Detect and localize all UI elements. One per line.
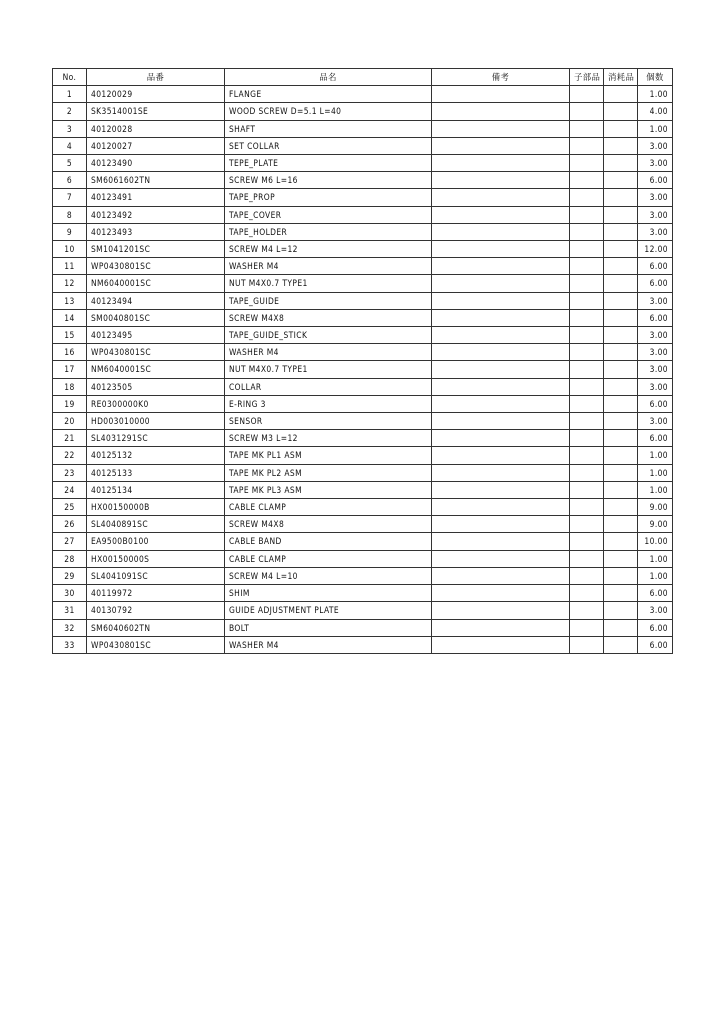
cell-part-number: 40120029 (87, 86, 225, 103)
table-row (53, 172, 673, 189)
table-row (53, 275, 673, 292)
cell-part-number: NM6040001SC (87, 361, 225, 378)
table-row (53, 447, 673, 464)
cell-no: 19 (53, 395, 87, 412)
cell-quantity: 3.00 (638, 327, 673, 344)
cell-sub-part (570, 309, 604, 326)
cell-part-name: BOLT (225, 619, 432, 636)
table-row (53, 395, 673, 412)
cell-sub-part (570, 223, 604, 240)
cell-part-name: CABLE BAND (225, 533, 432, 550)
cell-sub-part (570, 481, 604, 498)
cell-part-name: SCREW M3 L=12 (225, 430, 432, 447)
cell-quantity: 6.00 (638, 619, 673, 636)
cell-part-number: HD003010000 (87, 413, 225, 430)
cell-part-number: 40125132 (87, 447, 225, 464)
cell-consumable (604, 309, 638, 326)
table-row (53, 292, 673, 309)
cell-quantity: 12.00 (638, 241, 673, 258)
cell-part-number: WP0430801SC (87, 258, 225, 275)
cell-quantity: 1.00 (638, 464, 673, 481)
cell-consumable (604, 137, 638, 154)
cell-consumable (604, 413, 638, 430)
cell-no: 3 (53, 120, 87, 137)
cell-quantity: 1.00 (638, 481, 673, 498)
cell-part-name: TAPE MK PL2 ASM (225, 464, 432, 481)
cell-part-name: GUIDE ADJUSTMENT PLATE (225, 602, 432, 619)
header-no: No. (53, 69, 87, 86)
cell-sub-part (570, 413, 604, 430)
cell-consumable (604, 585, 638, 602)
table-row (53, 619, 673, 636)
cell-part-name: SHAFT (225, 120, 432, 137)
cell-part-number: WP0430801SC (87, 636, 225, 653)
cell-remarks (432, 258, 570, 275)
header-part-number: 品番 (87, 69, 225, 86)
cell-part-name: TAPE MK PL1 ASM (225, 447, 432, 464)
table-row (53, 481, 673, 498)
cell-consumable (604, 567, 638, 584)
cell-sub-part (570, 241, 604, 258)
cell-part-name: SCREW M4 L=12 (225, 241, 432, 258)
cell-part-name: TAPE_GUIDE (225, 292, 432, 309)
cell-part-number: WP0430801SC (87, 344, 225, 361)
cell-no: 25 (53, 499, 87, 516)
cell-part-name: TAPE MK PL3 ASM (225, 481, 432, 498)
cell-no: 23 (53, 464, 87, 481)
cell-part-name: SCREW M4X8 (225, 309, 432, 326)
cell-no: 6 (53, 172, 87, 189)
cell-part-name: TAPE_COVER (225, 206, 432, 223)
parts-table (52, 68, 673, 654)
cell-no: 32 (53, 619, 87, 636)
cell-part-name: SCREW M4 L=10 (225, 567, 432, 584)
cell-sub-part (570, 137, 604, 154)
cell-remarks (432, 327, 570, 344)
cell-quantity: 6.00 (638, 172, 673, 189)
cell-sub-part (570, 361, 604, 378)
header-remarks: 備考 (432, 69, 570, 86)
cell-no: 4 (53, 137, 87, 154)
cell-no: 30 (53, 585, 87, 602)
cell-consumable (604, 636, 638, 653)
cell-part-number: 40125134 (87, 481, 225, 498)
cell-part-number: SM6040602TN (87, 619, 225, 636)
header-consumable: 消耗品 (604, 69, 638, 86)
table-row (53, 430, 673, 447)
cell-remarks (432, 636, 570, 653)
cell-part-name: SET COLLAR (225, 137, 432, 154)
cell-consumable (604, 86, 638, 103)
table-row (53, 309, 673, 326)
cell-quantity: 6.00 (638, 395, 673, 412)
cell-part-name: CABLE CLAMP (225, 499, 432, 516)
cell-part-name: TEPE_PLATE (225, 155, 432, 172)
cell-no: 24 (53, 481, 87, 498)
cell-consumable (604, 189, 638, 206)
cell-consumable (604, 241, 638, 258)
cell-part-name: WOOD SCREW D=5.1 L=40 (225, 103, 432, 120)
cell-part-name: WASHER M4 (225, 258, 432, 275)
cell-part-number: SL4031291SC (87, 430, 225, 447)
cell-remarks (432, 206, 570, 223)
cell-remarks (432, 378, 570, 395)
cell-sub-part (570, 447, 604, 464)
parts-list-sheet (52, 68, 672, 654)
cell-consumable (604, 120, 638, 137)
cell-sub-part (570, 172, 604, 189)
cell-part-number: SL4041091SC (87, 567, 225, 584)
cell-quantity: 1.00 (638, 120, 673, 137)
cell-quantity: 9.00 (638, 499, 673, 516)
cell-consumable (604, 533, 638, 550)
table-row (53, 258, 673, 275)
cell-sub-part (570, 430, 604, 447)
cell-no: 31 (53, 602, 87, 619)
cell-quantity: 6.00 (638, 258, 673, 275)
cell-sub-part (570, 550, 604, 567)
cell-consumable (604, 499, 638, 516)
table-row (53, 120, 673, 137)
cell-sub-part (570, 258, 604, 275)
cell-remarks (432, 619, 570, 636)
cell-quantity: 1.00 (638, 550, 673, 567)
cell-part-name: WASHER M4 (225, 636, 432, 653)
cell-part-number: SM0040801SC (87, 309, 225, 326)
cell-part-number: 40119972 (87, 585, 225, 602)
cell-remarks (432, 567, 570, 584)
cell-consumable (604, 344, 638, 361)
cell-quantity: 3.00 (638, 344, 673, 361)
table-row (53, 327, 673, 344)
table-row (53, 378, 673, 395)
table-row (53, 189, 673, 206)
cell-quantity: 6.00 (638, 275, 673, 292)
table-row (53, 241, 673, 258)
header-part-name: 品名 (225, 69, 432, 86)
cell-no: 18 (53, 378, 87, 395)
cell-quantity: 3.00 (638, 155, 673, 172)
cell-part-name: FLANGE (225, 86, 432, 103)
table-row (53, 464, 673, 481)
cell-quantity: 3.00 (638, 602, 673, 619)
cell-part-number: 40120028 (87, 120, 225, 137)
cell-consumable (604, 550, 638, 567)
cell-sub-part (570, 533, 604, 550)
cell-remarks (432, 155, 570, 172)
cell-remarks (432, 189, 570, 206)
cell-remarks (432, 533, 570, 550)
cell-part-number: 40123495 (87, 327, 225, 344)
cell-remarks (432, 585, 570, 602)
cell-part-number: 40123492 (87, 206, 225, 223)
cell-part-number: SL4040891SC (87, 516, 225, 533)
cell-part-number: SM1041201SC (87, 241, 225, 258)
table-row (53, 344, 673, 361)
table-row (53, 206, 673, 223)
cell-no: 21 (53, 430, 87, 447)
cell-no: 12 (53, 275, 87, 292)
table-row (53, 585, 673, 602)
cell-sub-part (570, 395, 604, 412)
cell-consumable (604, 481, 638, 498)
cell-part-number: 40123493 (87, 223, 225, 240)
cell-no: 10 (53, 241, 87, 258)
cell-consumable (604, 223, 638, 240)
cell-remarks (432, 499, 570, 516)
cell-no: 22 (53, 447, 87, 464)
cell-no: 11 (53, 258, 87, 275)
cell-consumable (604, 327, 638, 344)
cell-no: 7 (53, 189, 87, 206)
cell-sub-part (570, 344, 604, 361)
cell-quantity: 1.00 (638, 86, 673, 103)
cell-part-name: TAPE_HOLDER (225, 223, 432, 240)
cell-part-name: SCREW M6 L=16 (225, 172, 432, 189)
header-quantity: 個数 (638, 69, 673, 86)
cell-remarks (432, 292, 570, 309)
cell-part-number: NM6040001SC (87, 275, 225, 292)
cell-part-name: TAPE_GUIDE_STICK (225, 327, 432, 344)
cell-no: 9 (53, 223, 87, 240)
cell-quantity: 6.00 (638, 430, 673, 447)
cell-sub-part (570, 636, 604, 653)
cell-part-number: HX00150000S (87, 550, 225, 567)
cell-part-number: 40123505 (87, 378, 225, 395)
cell-quantity: 3.00 (638, 413, 673, 430)
table-row (53, 533, 673, 550)
cell-part-number: 40120027 (87, 137, 225, 154)
table-row (53, 567, 673, 584)
cell-no: 14 (53, 309, 87, 326)
cell-part-number: 40130792 (87, 602, 225, 619)
cell-sub-part (570, 155, 604, 172)
cell-consumable (604, 395, 638, 412)
table-row (53, 413, 673, 430)
cell-consumable (604, 378, 638, 395)
cell-no: 29 (53, 567, 87, 584)
cell-sub-part (570, 327, 604, 344)
cell-sub-part (570, 206, 604, 223)
cell-remarks (432, 275, 570, 292)
cell-remarks (432, 361, 570, 378)
cell-no: 28 (53, 550, 87, 567)
cell-part-name: SHIM (225, 585, 432, 602)
cell-consumable (604, 447, 638, 464)
cell-consumable (604, 464, 638, 481)
cell-no: 5 (53, 155, 87, 172)
cell-sub-part (570, 619, 604, 636)
cell-no: 16 (53, 344, 87, 361)
cell-part-number: SM6061602TN (87, 172, 225, 189)
header-sub-part: 子部品 (570, 69, 604, 86)
cell-no: 13 (53, 292, 87, 309)
parts-table-body (53, 86, 673, 654)
table-row (53, 223, 673, 240)
cell-part-name: E-RING 3 (225, 395, 432, 412)
cell-part-number: RE0300000K0 (87, 395, 225, 412)
cell-quantity: 3.00 (638, 206, 673, 223)
cell-remarks (432, 223, 570, 240)
cell-part-number: HX00150000B (87, 499, 225, 516)
cell-remarks (432, 430, 570, 447)
cell-sub-part (570, 275, 604, 292)
cell-remarks (432, 86, 570, 103)
cell-part-number: 40123491 (87, 189, 225, 206)
table-row (53, 155, 673, 172)
cell-quantity: 1.00 (638, 447, 673, 464)
cell-remarks (432, 550, 570, 567)
cell-consumable (604, 172, 638, 189)
cell-remarks (432, 172, 570, 189)
cell-remarks (432, 344, 570, 361)
cell-no: 17 (53, 361, 87, 378)
cell-consumable (604, 155, 638, 172)
cell-sub-part (570, 189, 604, 206)
table-row (53, 602, 673, 619)
cell-remarks (432, 103, 570, 120)
cell-part-name: COLLAR (225, 378, 432, 395)
cell-part-number: 40123490 (87, 155, 225, 172)
cell-consumable (604, 430, 638, 447)
cell-consumable (604, 361, 638, 378)
cell-no: 8 (53, 206, 87, 223)
cell-consumable (604, 619, 638, 636)
cell-sub-part (570, 499, 604, 516)
cell-remarks (432, 309, 570, 326)
cell-quantity: 6.00 (638, 636, 673, 653)
cell-consumable (604, 516, 638, 533)
cell-consumable (604, 275, 638, 292)
cell-part-number: 40125133 (87, 464, 225, 481)
cell-sub-part (570, 567, 604, 584)
cell-part-number: EA9500B0100 (87, 533, 225, 550)
cell-remarks (432, 395, 570, 412)
cell-quantity: 1.00 (638, 567, 673, 584)
table-row (53, 103, 673, 120)
cell-remarks (432, 447, 570, 464)
cell-no: 20 (53, 413, 87, 430)
cell-sub-part (570, 464, 604, 481)
table-row (53, 361, 673, 378)
cell-part-name: SENSOR (225, 413, 432, 430)
cell-consumable (604, 206, 638, 223)
cell-quantity: 3.00 (638, 189, 673, 206)
cell-consumable (604, 103, 638, 120)
cell-sub-part (570, 516, 604, 533)
cell-no: 26 (53, 516, 87, 533)
table-row (53, 550, 673, 567)
cell-sub-part (570, 585, 604, 602)
cell-no: 15 (53, 327, 87, 344)
cell-part-name: NUT M4X0.7 TYPE1 (225, 275, 432, 292)
cell-remarks (432, 516, 570, 533)
table-row (53, 516, 673, 533)
cell-no: 33 (53, 636, 87, 653)
cell-part-name: TAPE_PROP (225, 189, 432, 206)
cell-sub-part (570, 602, 604, 619)
table-row (53, 636, 673, 653)
cell-consumable (604, 602, 638, 619)
cell-quantity: 3.00 (638, 378, 673, 395)
table-header-row (53, 69, 673, 86)
cell-quantity: 9.00 (638, 516, 673, 533)
cell-quantity: 6.00 (638, 309, 673, 326)
cell-no: 2 (53, 103, 87, 120)
table-row (53, 86, 673, 103)
cell-quantity: 4.00 (638, 103, 673, 120)
cell-consumable (604, 258, 638, 275)
cell-sub-part (570, 120, 604, 137)
cell-sub-part (570, 103, 604, 120)
cell-sub-part (570, 378, 604, 395)
cell-part-name: WASHER M4 (225, 344, 432, 361)
cell-no: 1 (53, 86, 87, 103)
cell-sub-part (570, 86, 604, 103)
cell-remarks (432, 464, 570, 481)
cell-quantity: 3.00 (638, 292, 673, 309)
cell-remarks (432, 602, 570, 619)
cell-part-name: SCREW M4X8 (225, 516, 432, 533)
table-row (53, 499, 673, 516)
cell-quantity: 6.00 (638, 585, 673, 602)
cell-consumable (604, 292, 638, 309)
cell-part-name: CABLE CLAMP (225, 550, 432, 567)
cell-remarks (432, 120, 570, 137)
cell-part-number: SK3514001SE (87, 103, 225, 120)
cell-remarks (432, 413, 570, 430)
cell-remarks (432, 481, 570, 498)
cell-part-number: 40123494 (87, 292, 225, 309)
cell-no: 27 (53, 533, 87, 550)
cell-quantity: 3.00 (638, 223, 673, 240)
cell-sub-part (570, 292, 604, 309)
cell-quantity: 3.00 (638, 361, 673, 378)
cell-part-name: NUT M4X0.7 TYPE1 (225, 361, 432, 378)
cell-quantity: 10.00 (638, 533, 673, 550)
cell-quantity: 3.00 (638, 137, 673, 154)
cell-remarks (432, 137, 570, 154)
table-row (53, 137, 673, 154)
cell-remarks (432, 241, 570, 258)
